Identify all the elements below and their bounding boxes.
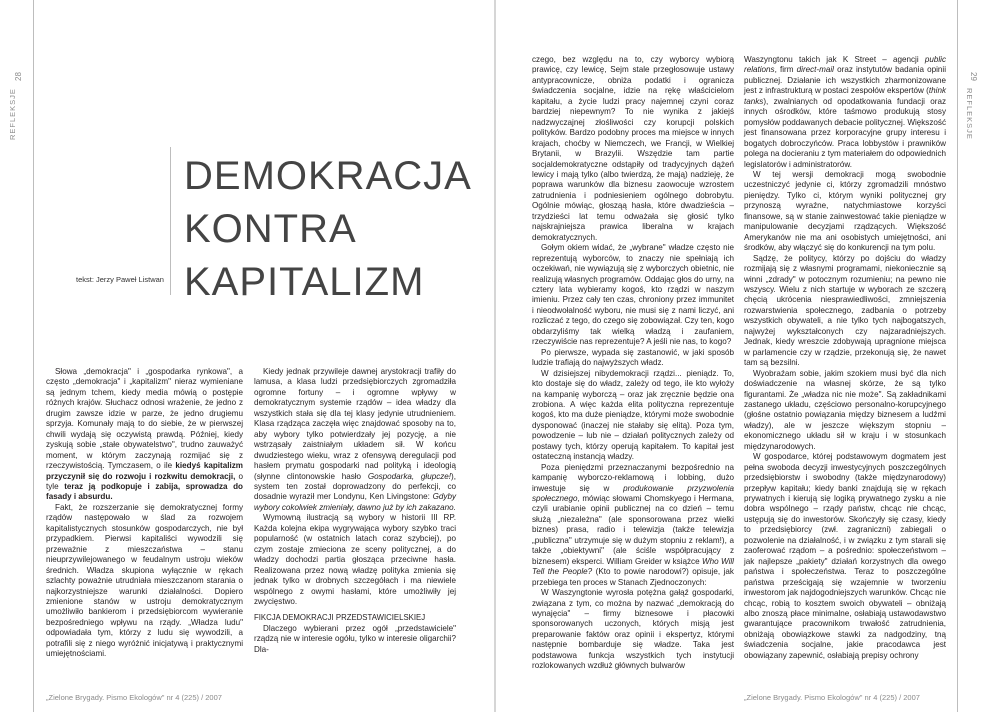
- right-margin-rule: [957, 0, 958, 712]
- paragraph: W tej wersji demokracji mogą swobodnie uczestniczyć jedynie ci, którzy zgromadzili mnóstwo pieniędzy. Tylko ci, którym wyniki politycznej gry przynoszą wyraźne, natychmiastowe korzyści finansowe, są w stanie zainwestować takie pieniądze w manipulowanie decyzjami rządzących. Większość Amerykanów nie ma ani osobistych umiejętności, ani środków, aby włączyć się do konkurencji na tym polu.: [744, 169, 946, 253]
- title-line-1: DEMOKRACJA: [184, 154, 472, 198]
- paragraph: Dlaczego wybierani przez ogół „przedstawiciele" rządzą nie w interesie ogółu, tylko w interesie oligarchii? Dla-: [254, 623, 456, 654]
- section-heading: FIKCJA DEMOKRACJI PRZEDSTAWICIELSKIEJ: [254, 613, 426, 623]
- paragraph: czego, bez względu na to, czy wyborcy wybiorą prawicę, czy lewicę, Sejm stale przegłosowuje ustawy antypracownicze, obniża podatki i ogranicza świadczenia socjalne, idzie na rękę właścicielom kapitału, a życie ludzi pracy najemnej czyni coraz bardziej niepewnym? To nie wynika z jakiejś nadzwyczajnej złośliwości czy korupcji polskich polityków. Bardzo podobny proces ma miejsce w innych krajach, choćby w Niemczech, we Francji, w Wielkiej Brytanii, w Brazylii. Wszędzie tam partie socjaldemokratyczne odstąpiły od tradycyjnych dążeń lewicy i mają tylko (albo twierdzą, że mają) nadzieję, że poprawa warunków dla biznesu zaowocuje wzrostem zatrudnienia i podniesieniem ogólnego dobrobytu. Ogólnie mówiąc, głosząą hasła, które dwadzieścia – trzydzieści lat temu odważała się głosić tylko najskrajniejsza prawica liberalna w krajach demokratycznych.: [532, 55, 734, 242]
- paragraph: Po pierwsze, wypada się zastanowić, w jaki sposób ludzie trafiają do najwyższych władz.: [532, 347, 734, 368]
- text-column-2: [254, 367, 456, 655]
- page-number-right: 29: [969, 72, 979, 81]
- text-column-1: [46, 367, 243, 660]
- byline: tekst: Jerzy Paweł Listwan: [76, 275, 164, 284]
- paragraph: Słowa „demokracja" i „gospodarka rynkowa", a często „demokracja" i „kapitalizm" nieraz wymieniane są jednym tchem, kiedy media mówią o postępie różnych krajów. Słuchacz odnosi wrażenie, że jedno z drugim zawsze idzie w parze, że jedno drugiemu sprzyja. Komunały mają to do siebie, że w pierwszej chwili wydają się oczywistą prawdą. Później, kiedy zyskują sobie „stałe obywatelstwo", trudno zauważyć moment, w którym zaczynają rozmijać się z rzeczywistością. Tymczasem, o ile kiedyś kapitalizm przyczynił się do rozwoju i rozkwitu demokracji, o tyle teraz ją podkopuje i zabija, sprowadza do fasady i absurdu.: [46, 367, 243, 502]
- section-tag-right: REFLEKSJE: [965, 88, 974, 140]
- title-line-2: KONTRA: [184, 207, 357, 251]
- text-column-4: [744, 55, 946, 661]
- title-line-3: KAPITALIZM: [184, 260, 425, 304]
- paragraph: Wyobraźam sobie, jakim szokiem musi być dla nich doświadczenie na własnej skórze, że są tylko figurantami. Że „władza nic nie może". Są zakładnikami zastanego układu, częściowo personalno-korupcyjnego (głośne ostatnio powiązania między biznesem a ludźmi władzy), ale w jeszcze większym stopniu – ekonomicznego układu sił w kraju i w stosunkach międzynarodowych.: [744, 368, 946, 451]
- paragraph: Kiedy jednak przywileje dawnej arystokracji trafiły do lamusa, a klasa ludzi przedsiębiorczych zgromadziła ogromne fortuny – i ogromne wpływy w demokratycznym systemie rządów – idea władzy dla wszystkich stała się dla tej klasy jedynie utrudnieniem. Klasa rządząca zaczęła więc znajdować sposoby na to, aby wybory tylko potwierdzały jej pozycję, a nie wstrząsały zaistniałym układem sił. W końcu dwudziestego wieku, wraz z ofensywą deregulacji pod hasłem prymatu gospodarki nad polityką i ideologią (słynne clintonowskie hasło Gospodarka, głupcze!), system ten został doprowadzony do perfekcji, co dosadnie wyraził mer Londynu, Ken Livingstone: Gdyby wybory cokolwiek zmieniały, dawno już by ich zakazano.: [254, 367, 456, 512]
- footer-left: „Zielone Brygady. Pismo Ekologów" nr 4 (225) / 2007: [46, 693, 222, 702]
- paragraph: Fakt, że rozszerzanie się demokratycznej formy rządów następowało w ślad za rozwojem kapitalistycznych stosunków gospodarczych, nie był przypadkiem. Pierwsi kapitaliści wywodzili się przeważnie z mieszczaństwa – stanu nieuprzywilejowanego w feudalnym ustroju wieków średnich. Władza skupiona wyłącznie w rękach szlachty poważnie utrudniała mieszczanom starania o najkorzystniejsze warunki działalności. Dopiero zmienione stanów w ustroju demokratycznym umożliwiło bankierom i przedsiębiorcom wywieranie bezpośredniego wpływu na rządy. „Władza ludu" odpowiadała tym, którzy z ludu się wywodzili, a potrafili się z niego wyróżnić inicjatywą i praktycznymi umiejętnościami.: [46, 502, 243, 659]
- paragraph: Wymowną ilustracją są wybory w historii III RP. Każda kolejna ekipa wygrywająca wybory szybko traci popularność (w ostatnich latach coraz szybciej), po czym zostaje zmieciona ze sceny politycznej, a do władzy dochodzi partia głosząca przeciwne hasła. Realizowana przez nową władzę polityka zmienia się jednak tylko w drobnych szczegółach i ma niewiele wspólnego z owymi hasłami, które umożliwiły jej zwycięstwo.: [254, 513, 456, 606]
- paragraph: Gołym okiem widać, że „wybrane" władze często nie reprezentują wyborców, to znaczy nie spełniają ich oczekiwań, nie wywiązują się z wyborczych obietnic, nie realizują własnych programów. Oddając głos do urny, na cztery lata wybieramy kogoś, kto rządzi w naszym imieniu. Przez cały ten czas, chroniony przez immunitet i nieodwołalność wyboru, nie musi się z nami liczyć, ani rozliczać z tego, do czego się zobowiązał. Czy ten, kogo obdarzyliśmy tak wielką władzą i zaufaniem, rzeczywiście nas reprezentuje? A jeśli nie nas, to kogo?: [532, 243, 734, 347]
- paragraph: Sądzę, że politycy, którzy po dojściu do władzy rozmijają się z własnymi programami, niekoniecznie są winni „zdrady" w potocznym rozumieniu; na pewno nie wszyscy. Wielu z nich startuje w wyborach ze szczerą chęcią ukrócenia niesprawiedliwości, zmniejszenia rozwarstwienia społecznego, zadbania o potrzeby wszystkich obywateli, a nie tylko tych najbogatszych, najwyżej wykształconych czy najzaradniejszych. Jednak, kiedy wreszcie zdobywają upragnione miejsca w parlamencie czy w rządzie, przekonują się, że nawet tam są bezsilni.: [744, 253, 946, 368]
- title-rule: [170, 147, 171, 295]
- paragraph: W dzisiejszej nibydemokracji rządzi... pieniądz. To, kto dostaje się do władz, zależy od tego, ile kto wyłoży na kampanię wyborczą – oraz jak zręcznie będzie ona zrobiona. A więc każda elita polityczna reprezentuje kogoś, kto ma duże pieniądze, którymi może swobodnie dysponować (inaczej nie stałaby się elitą). Poza tym, powodzenie – lub nie – działań politycznych zależy od postawy tych, którzy operują kapitałem. To kapitał jest ostateczną instancją władzy.: [532, 368, 734, 462]
- paragraph: Poza pieniędzmi przeznaczanymi bezpośrednio na kampanię wyborczo-reklamową i lobbing, dużo inwestuje się w produkowanie przyzwolenia społecznego, mówiąc słowami Chomskyego i Hermana, czyli urabianie opinii publicznej na co dzień – temu służą „niezależna" (ale sponsorowana przez wielki biznes) prasa, radio i telewizja (także telewizja „publiczna" utrzymuje się w dużym stopniu z reklam!), a także „obiektywni" (ale ściśle współpracujący z biznesem) eksperci. William Greider w książce Who Will Tell the People? (Kto to powie narodowi?) opisuje, jak przebiega ten proces w Stanach Zjednoczonych:: [532, 462, 734, 587]
- footer-right: „Zielone Brygady. Pismo Ekologów" nr 4 (225) / 2007: [744, 693, 920, 702]
- paragraph: W gospodarce, której podstawowym dogmatem jest pełna swoboda decyzji inwestycyjnych poszczególnych przedsiębiorstw i swobodny (także międzynarodowy) przepływ kapitału; kiedy banki znajdują się w rękach prywatnych i kierują się logiką prywatnego zysku a nie dobra wspólnego – rządy państw, chcąc nie chcąc, ustępują się do inwestorów. Skończyły się czasy, kiedy to przedsiębiorcy (zwł. zagraniczni) zabiegali o pozwolenie na działalność, i w związku z tym starali się zaoferować rządom – a pośrednio: społeczeństwom – jak najlepsze „pakiety" działań korzystnych dla owego państwa i społeczeństwa. Teraz to poszczególne państwa prześcigają się wzajemnie w tworzeniu inwestorom jak najdogodniejszych warunków. Chcąc nie chcąc, robią to kosztem swoich obywateli – obniżają albo znoszą płace minimalne, osłabiają ustawodawstwo gwarantujące pracownikom trwałość zatrudnienia, obniżają obowiązkowe stawki za nadgodziny, tną świadczenia socjalne, jakie pracodawca jest obowiązany zapewnić, osłabiają prepisy ochrony: [744, 452, 946, 660]
- page-number-left: 28: [13, 72, 23, 81]
- left-margin-rule: [33, 0, 34, 712]
- paragraph: W Waszyngtonie wyrosła potężna gałąź gospodarki, związana z tym, co można by nazwać „demokracją do wynajęcia" – firmy biznesowe i płacowki sponsorowanych uczonych, których misją jest preparowanie faktów oraz opinii i ekspertyz, którymi następnie bombarduje się władze. Taka jest podstawowa funkcja wszystkich tych instytucji rozlokowanych wzdłuż głównych bulwarów: [532, 588, 734, 671]
- section-tag-left: REFLEKSJE: [8, 88, 17, 140]
- left-page: [0, 0, 494, 712]
- right-page: [496, 0, 992, 712]
- article-title: [184, 150, 472, 309]
- text-column-3: [532, 55, 734, 672]
- paragraph: Waszyngtonu takich jak K Street – agencji public relations, firm direct-mail oraz instytutów badania opinii publicznej. Działanie ich wszystkich zharmonizowane jest z infrastrukturą w postaci zespołów ekspertów (think tanks), zwalnianych od opodatkowania fundacji oraz innych ośrodków, które taśmowo produkują stosy pomysłów poddawanych debacie politycznej. Większość jest finansowana przez korporacyjne grupy interesu i bogatych dobroczyńców. Praca lobbystów i prawników polega na docieraniu z tym materiałem do odpowiednich legislatorów i administratorów.: [744, 55, 947, 169]
